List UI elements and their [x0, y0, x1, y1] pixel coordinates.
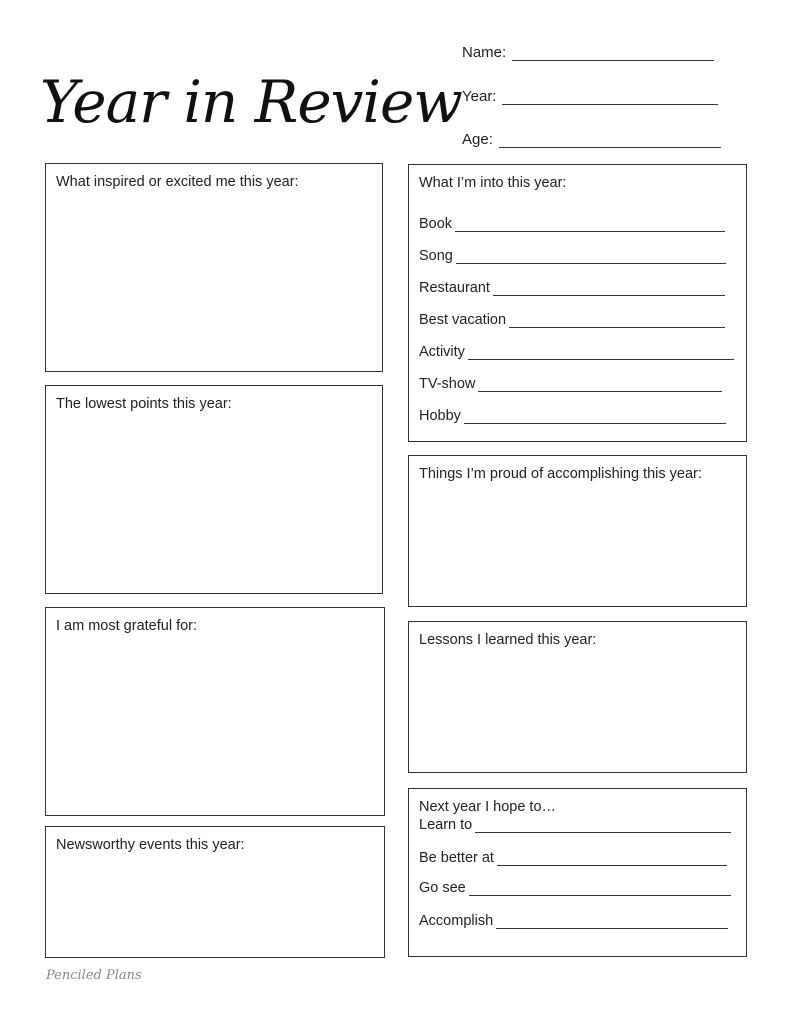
next-line-better[interactable]	[497, 853, 727, 866]
next-row-better[interactable]	[419, 850, 727, 866]
next-line-learn[interactable]	[475, 820, 731, 833]
year-line[interactable]	[502, 90, 718, 105]
age-line[interactable]	[499, 133, 721, 148]
news-label: Newsworthy events this year:	[56, 837, 245, 853]
into-line-book[interactable]	[455, 219, 725, 232]
lessons-box[interactable]	[408, 621, 747, 773]
name-line[interactable]	[512, 46, 714, 61]
into-line-restaurant[interactable]	[493, 283, 725, 296]
into-label-restaurant: Restaurant	[419, 280, 490, 296]
age-label: Age:	[462, 131, 493, 148]
into-row-hobby[interactable]	[419, 408, 726, 424]
into-label-song: Song	[419, 248, 453, 264]
year-label: Year:	[462, 88, 497, 105]
into-label-activity: Activity	[419, 344, 465, 360]
proud-label: Things I’m proud of accomplishing this year:	[419, 466, 702, 482]
lowest-box[interactable]	[45, 385, 383, 594]
grateful-label: I am most grateful for:	[56, 618, 198, 634]
into-title: What I’m into this year:	[419, 175, 567, 191]
next-label-better: Be better at	[419, 850, 494, 866]
into-line-activity[interactable]	[468, 347, 734, 360]
into-box	[408, 164, 747, 442]
into-row-book[interactable]	[419, 216, 725, 232]
into-line-tvshow[interactable]	[478, 379, 722, 392]
next-year-title: Next year I hope to…	[419, 799, 557, 815]
age-field[interactable]	[462, 131, 721, 148]
name-field[interactable]	[462, 44, 714, 61]
inspired-label: What inspired or excited me this year:	[56, 174, 299, 190]
into-label-vacation: Best vacation	[419, 312, 507, 328]
into-row-song[interactable]	[419, 248, 726, 264]
page-title: Year in Review	[40, 68, 462, 136]
next-row-see[interactable]	[419, 880, 731, 896]
name-label: Name:	[462, 44, 507, 61]
into-line-song[interactable]	[456, 251, 726, 264]
inspired-box[interactable]	[45, 163, 383, 372]
signature-logo: Penciled Plans	[46, 968, 142, 983]
next-label-learn: Learn to	[419, 817, 473, 833]
grateful-box[interactable]	[45, 607, 385, 816]
next-label-see: Go see	[419, 880, 466, 896]
into-row-vacation[interactable]	[419, 312, 725, 328]
year-field[interactable]	[462, 88, 718, 105]
into-label-tvshow: TV-show	[419, 376, 476, 392]
next-label-accomplish: Accomplish	[419, 913, 494, 929]
next-line-accomplish[interactable]	[496, 916, 728, 929]
next-row-learn[interactable]	[419, 817, 731, 833]
into-label-hobby: Hobby	[419, 408, 461, 424]
next-line-see[interactable]	[469, 883, 731, 896]
into-line-hobby[interactable]	[464, 411, 726, 424]
lowest-label: The lowest points this year:	[56, 396, 232, 412]
news-box[interactable]	[45, 826, 385, 958]
lessons-label: Lessons I learned this year:	[419, 632, 597, 648]
next-row-accomplish[interactable]	[419, 913, 728, 929]
next-year-box	[408, 788, 747, 957]
into-label-book: Book	[419, 216, 453, 232]
proud-box[interactable]	[408, 455, 747, 607]
into-line-vacation[interactable]	[509, 315, 725, 328]
into-row-tvshow[interactable]	[419, 376, 722, 392]
into-row-restaurant[interactable]	[419, 280, 725, 296]
into-row-activity[interactable]	[419, 344, 734, 360]
